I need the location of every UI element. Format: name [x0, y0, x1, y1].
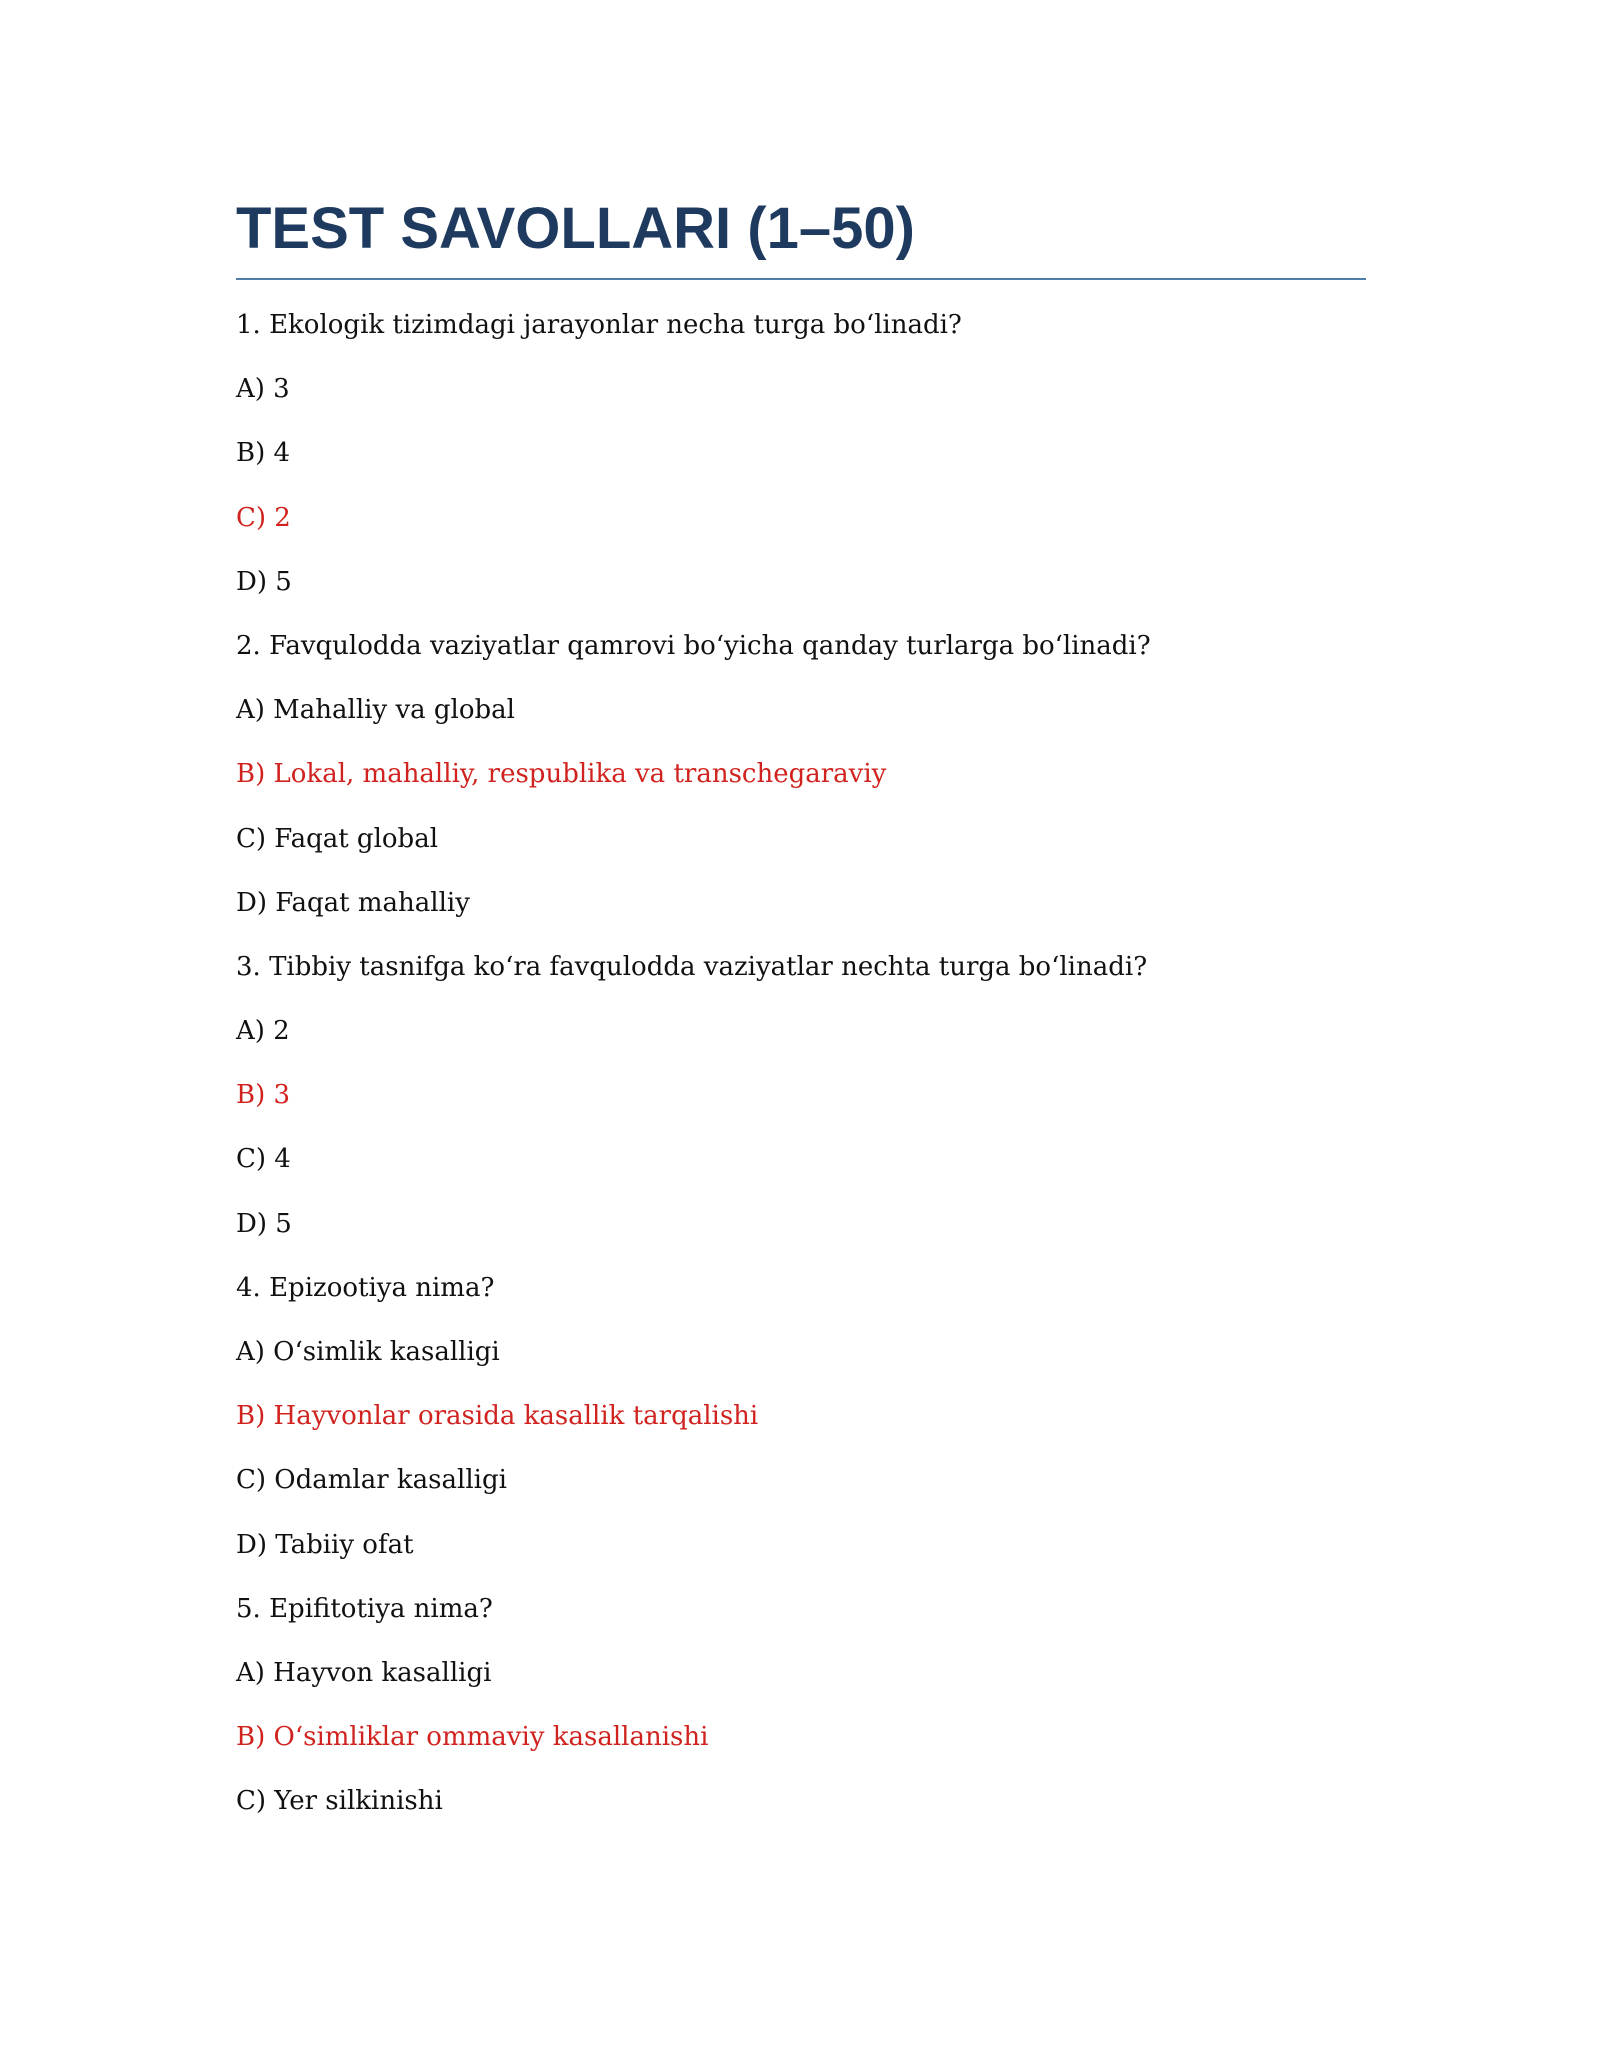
question-text: 2. Favqulodda vaziyatlar qamrovi bo‘yicha qanday turlarga bo‘linadi?	[236, 630, 1151, 661]
title-divider	[236, 278, 1366, 280]
document-page	[236, 190, 1366, 1849]
question-block	[236, 308, 1366, 629]
question-text: 3. Tibbiy tasnifga ko‘ra favqulodda vaziyatlar nechta turga bo‘linadi?	[236, 951, 1148, 982]
answer-option: C) Yer silkinishi	[236, 1786, 443, 1817]
answer-option: D) Faqat mahalliy	[236, 887, 470, 918]
answer-option: A) 3	[236, 374, 290, 405]
answer-option: A) 2	[236, 1016, 290, 1047]
question-block	[236, 950, 1366, 1271]
answer-option-correct: C) 2	[236, 502, 291, 533]
question-text: 5. Epifitotiya nima?	[236, 1593, 493, 1624]
question-block	[236, 1271, 1366, 1592]
answer-option: C) Odamlar kasalligi	[236, 1465, 507, 1496]
answer-option: D) 5	[236, 1208, 292, 1239]
answer-option: A) Hayvon kasalligi	[236, 1657, 492, 1688]
page-title: TEST SAVOLLARI (1–50)	[236, 196, 915, 261]
answer-option-correct: B) O‘simliklar ommaviy kasallanishi	[236, 1722, 709, 1753]
answer-option: A) O‘simlik kasalligi	[236, 1337, 500, 1367]
answer-option: D) Tabiiy ofat	[236, 1529, 414, 1560]
answer-option: C) Faqat global	[236, 823, 439, 854]
answer-option-correct: B) 3	[236, 1080, 291, 1111]
answer-option: A) Mahalliy va global	[236, 695, 515, 726]
question-block	[236, 629, 1366, 950]
answer-option: B) 4	[236, 438, 291, 469]
answer-option: D) 5	[236, 566, 292, 597]
question-text: 1. Ekologik tizimdagi jarayonlar necha turga bo‘linadi?	[236, 310, 962, 340]
answer-option-correct: B) Hayvonlar orasida kasallik tarqalishi	[236, 1401, 759, 1432]
question-block	[236, 1592, 1366, 1849]
question-text: 4. Epizootiya nima?	[236, 1272, 495, 1303]
answer-option-correct: B) Lokal, mahalliy, respublika va transchegaraviy	[236, 759, 887, 790]
answer-option: C) 4	[236, 1144, 291, 1175]
